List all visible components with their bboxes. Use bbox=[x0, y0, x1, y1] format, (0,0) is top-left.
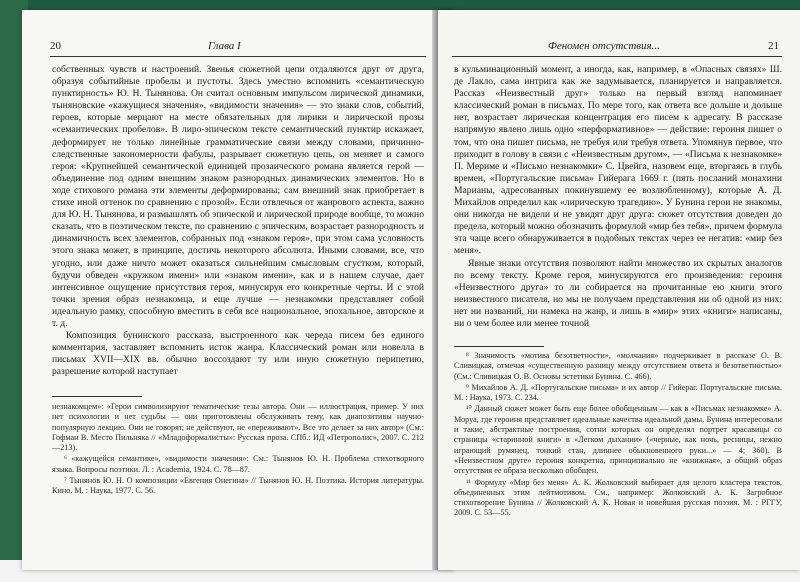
right-page-number: 21 bbox=[768, 40, 779, 52]
left-footnote-2: ⁶ «кажущейся семантике», «видимости значения»: См.: Тынянов Ю. Н. Проблема стихотворного языка. Вопросы поэтики. Л. : Academia, 1924. С. 78—87. bbox=[52, 454, 424, 474]
left-running-head: Глава I bbox=[208, 40, 241, 52]
right-footnotes bbox=[454, 351, 782, 520]
left-paragraph-2: Композиция бунинского рассказа, выстроенного как череда писем без единого комментария, заставляет вспомнить исток жанра. Классический роман или новелла в письмах XVII—XIX вв. обычно воссоздают ту или иную сюжетную перипетию, разрешение которой наступает bbox=[52, 330, 424, 378]
left-footnote-1: незнакомцем»: «Герои символизируют тематические тезы автора. Они — иллюстрация, пример. У них нет психологии и нет судьбы — они приготовлены обслуживать тему, как диапозитивы научно-популярную лекцию. Они не говорят, не действуют, не «переживают». Все это делает за них автор» (См.: Гофман В. Место Пильняка // «Младоформалисты»: Русская проза. СПб.: ИД «Петрополис», 2007. С. 212—213). bbox=[52, 402, 424, 453]
left-page bbox=[22, 10, 454, 570]
right-paragraph-2: Явные знаки отсутствия позволяют найти множество их скрытых аналогов по всему тексту. Кроме героя, минусируются его произведения: героиня «Неизвестного друга» то ли собирается на прочитанные ею книги этого неизвестного писателя, но мы не получаем представления ни об одной из них: нет ни названий, ни намека на жанр, и лишь в «мир» этих «книги» написаны, ни о чем более или менее точной bbox=[454, 257, 782, 329]
right-footnote-rule bbox=[454, 346, 544, 347]
right-footnote-3: ¹⁰ Данный сюжет может быть еще более обобщенным — как в «Письмах незнакомке» А. Моруа, где героиня представляет идеальные качества идеальной дамы. Бунина интересовали и такие, абстрактные построения, сотни которых он определял портрет красавицы со страницы «старинной книги» в «Легком дыхании» («черные, как ночь, ресницы, нежно играющий румянец, тонкий стан, длиннее обыкновенного руки...» — 4; 360). В «Неизвестном друге» героиня конкретна, принципиально не «книжная», а общий образ отсутствия ее образа несколько обобщен. bbox=[454, 404, 782, 476]
left-footnotes bbox=[52, 402, 424, 498]
left-footnote-rule bbox=[52, 396, 142, 397]
right-paragraph-1: в кульминационный момент, а иногда, как, например, в «Опасных связях» Ш. де Лакло, сама интрига как же задумывается, планируется и направляется. Рассказ «Неизвестный друг» только на первый взгляд напоминает классический роман в письмах. По мере того, как ответа все дольше и дольше нет, возрастает лирическая концентрация его писем к адресату. В рассказе напрямую явлено лишь одно «перформативное» — действие: героиня пишет о том, что она пишет письма, не требуя или требуя ответа. Упомянув первое, что приходит в голову в связи с «Неизвестным другом», — «Письма к незнакомке» П. Мериме и «Письмо незнакомки» С. Цвейга, назовем еще, вторгаясь в глубь времен, «Португальские письма» Гийерага 1669 г. (пять посланий монахини Марианы, адресованных покинувшему ее возлюбленному), которые А. Д. Михайлов определил как «лирическую трагедию». У Бунина герои не знакомы, они никогда не видели и не увидят друг друга: сюжет отсутствия доведен до предела, который можно обозначить формулой «мир без тебя», причем формула эта чаще всего обнаруживается в подобных текстах через ее негатив: «мир без меня». bbox=[454, 64, 782, 257]
right-footnote-2: ⁹ Михайлов А. Д. «Португальские письма» и их автор // Гийераг. Португальские письма. М. : Наука, 1973. С. 234. bbox=[454, 382, 782, 403]
right-footnote-4: ¹¹ Формулу «Мир без меня» А. К. Жолковский выбирает для целого кластера текстов, объединенных этим лейтмотивом. См., например: Жолковский А. К. Загробное стихотворение Бунина // Жолковский А. К. Новая и новейшая русская поэзия. М. : РГГУ, 2009. С. 53—55. bbox=[454, 477, 782, 518]
right-footnote-1: ⁸ Значимость «мотива безответности», «молчания» подчеркивает в рассказе О. В. Сливицкая, отмечая «существенную разницу между отсутствием ответа и безответностью» (См.: Сливицкая О. В. Основы эстетики Бунина. С. 466). bbox=[454, 351, 782, 381]
right-body bbox=[454, 64, 782, 330]
left-footnote-3: ⁷ Тынянов Ю. Н. О композиции «Евгения Онегина» // Тынянов Ю. Н. Поэтика. История литературы. Кино. М. : Наука, 1977. С. 56. bbox=[52, 476, 424, 496]
left-body bbox=[52, 64, 424, 378]
left-page-number: 20 bbox=[50, 40, 61, 52]
right-header-rule bbox=[452, 56, 782, 57]
right-running-head: Феномен отсутствия... bbox=[548, 40, 660, 52]
left-header-rule bbox=[50, 56, 426, 57]
left-paragraph-1: собственных чувств и настроений. Звенья сюжетной цепи отдаляются друг от друга, образуя событийные пробелы и пустоты. Здесь уместно вспомнить «семантическую пунктирность» Ю. Н. Тынянова. Он считал основным импульсом лирической динамики, тыняновские «кажущиеся значения», «видимости значения» — это знаки слов, событий, героев, которые мерцают на месте обязательных для лирики и лирической прозы «семантических пробелов». В лиро-эпическом тексте семантический пунктир искажает, деформирует не только линейные грамматические связи между словами, причинно-следственные закономерности фабулы, разрывает сюжетную цепь, он меняет и самого героя: «Крупнейшей семантической единицей прозаического романа является герой — объединение под одним внешним знаком разнородных динамических элементов. Но в ходе стихового романа эти элементы деформированы; сам внешний знак приобретает в стихе иной оттенок по сравнению с прозой». Если отвлечься от жанрового аспекта, важно для Ю. Н. Тынянова, и размышлять об эпической и лирической природе вообще, то можно сказать, что в поэтическом тексте, по сравнению с эпическим, возрастает разнородность и динамичность всех элементов, собранных под «знаком героя», при этом сама условность этого знака может, в принципе, достичь некоторого абсолюта. Иными словами, все, что угодно, или даже ничто может оказаться сильнейшим смысловым сгустком, который, будучи обведен «кружком имени» или «знаком имени», как и в нашем случае, дает интенсивное ощущение присутствия героя, минусируя его конкретные черты. И с этой точки зрения образ незнакомца, и еще лучше — незнакомки представляет собой идеальную рамку, способную вместить в себя все национальное, эпохальное, авторское и т. д. bbox=[52, 64, 424, 329]
right-page bbox=[438, 10, 800, 570]
